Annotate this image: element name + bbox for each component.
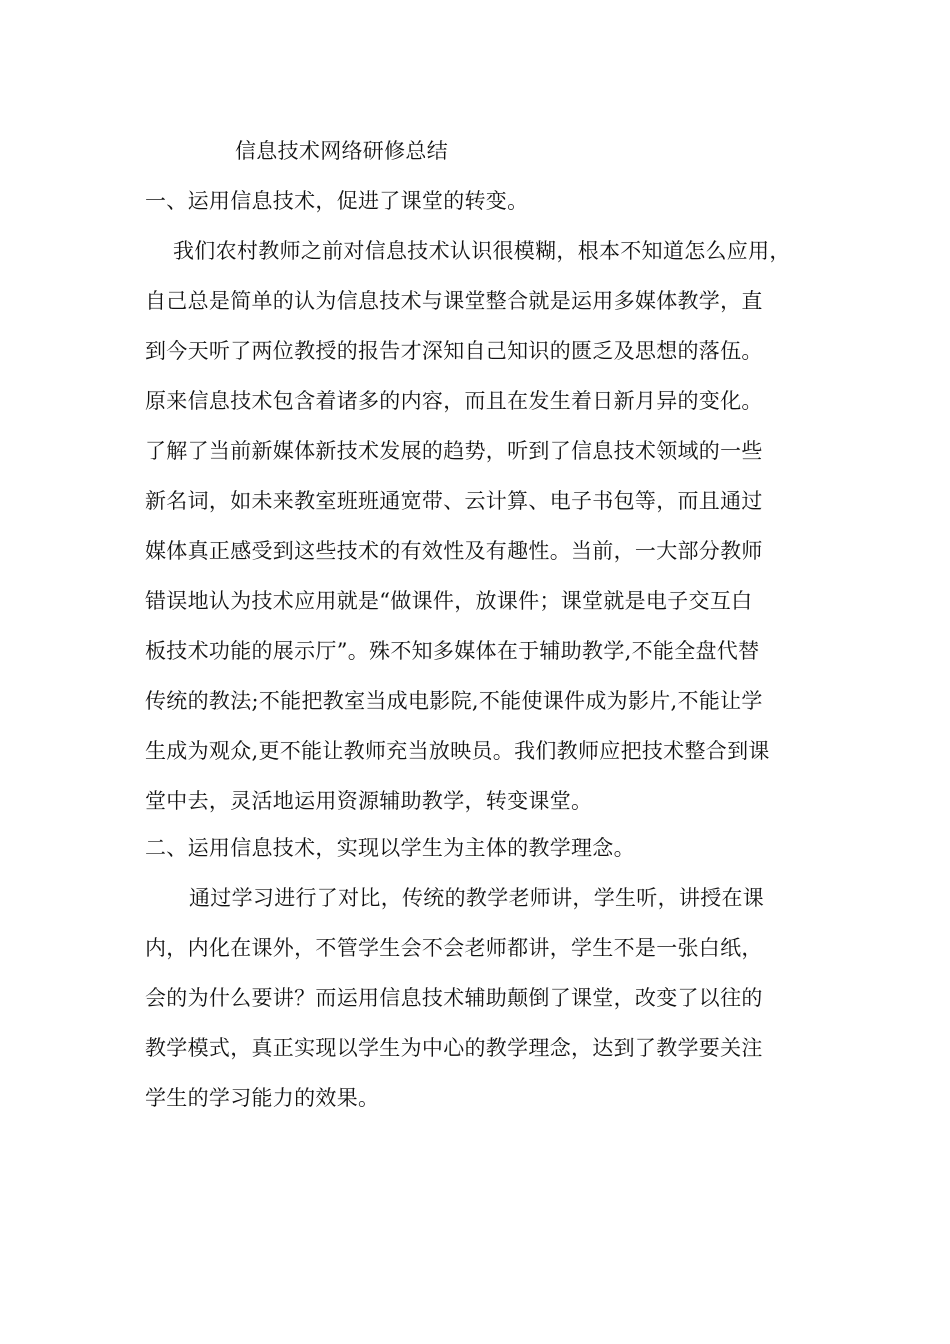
section1-line: 生成为观众,更不能让教师充当放映员。我们教师应把技术整合到课	[145, 739, 770, 763]
section1-line: 原来信息技术包含着诸多的内容，而且在发生着日新月异的变化。	[145, 389, 763, 413]
section2-heading: 二、运用信息技术，实现以学生为主体的教学理念。	[145, 836, 635, 860]
section2-line: 学生的学习能力的效果。	[145, 1086, 380, 1110]
section2-line: 内，内化在课外，不管学生会不会老师都讲，学生不是一张白纸，	[145, 936, 763, 960]
section1-line: 自己总是简单的认为信息技术与课堂整合就是运用多媒体教学，直	[145, 289, 763, 313]
document-title: 信息技术网络研修总结	[235, 139, 448, 163]
section1-line: 我们农村教师之前对信息技术认识很模糊，根本不知道怎么应用，	[173, 239, 791, 263]
section1-line: 传统的教法;不能把教室当成电影院,不能使课件成为影片,不能让学	[145, 689, 763, 713]
section1-line: 新名词，如未来教室班班通宽带、云计算、电子书包等，而且通过	[145, 489, 763, 513]
section1-line: 了解了当前新媒体新技术发展的趋势，听到了信息技术领域的一些	[145, 439, 763, 463]
section1-line: 堂中去，灵活地运用资源辅助教学，转变课堂。	[145, 789, 593, 813]
section1-line: 到今天听了两位教授的报告才深知自己知识的匮乏及思想的落伍。	[145, 339, 763, 363]
section1-line: 媒体真正感受到这些技术的有效性及有趣性。当前，一大部分教师	[145, 539, 763, 563]
section1-line: 错误地认为技术应用就是“做课件，放课件；课堂就是电子交互白	[145, 589, 753, 613]
section2-line: 通过学习进行了对比，传统的教学老师讲，学生听，讲授在课	[189, 886, 765, 910]
section1-line: 板技术功能的展示厅”。殊不知多媒体在于辅助教学,不能全盘代替	[145, 639, 760, 663]
section2-line: 会的为什么要讲？而运用信息技术辅助颠倒了课堂，改变了以往的	[145, 986, 763, 1010]
section2-line: 教学模式，真正实现以学生为中心的教学理念，达到了教学要关注	[145, 1036, 763, 1060]
section1-heading: 一、运用信息技术，促进了课堂的转变。	[145, 189, 529, 213]
